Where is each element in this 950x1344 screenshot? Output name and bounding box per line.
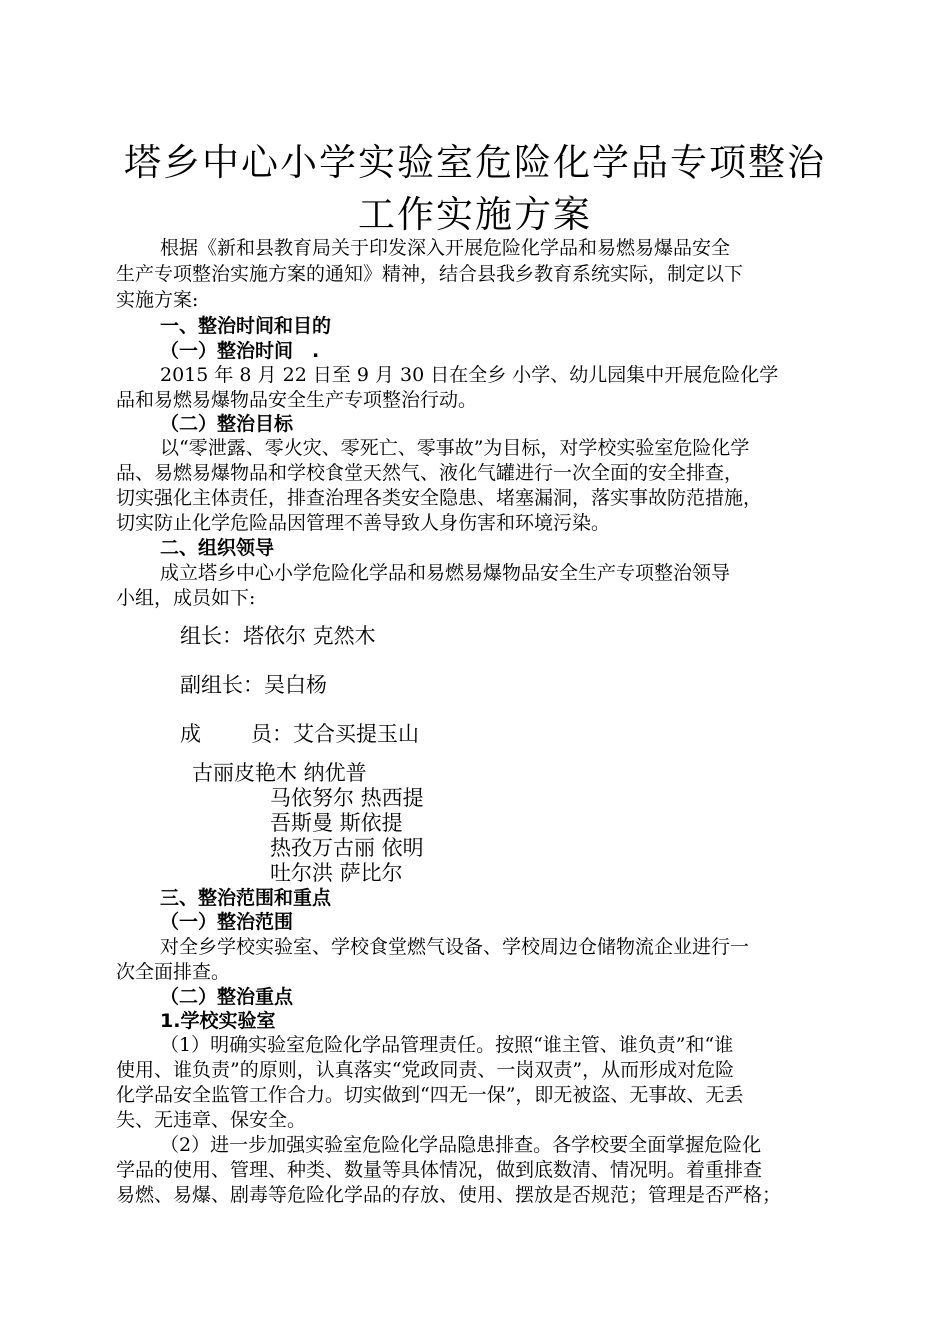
- section-1-sub-2-heading: （二）整治目标: [160, 413, 294, 435]
- item-1-p1-line-2: 使用、谁负责”的原则，认真落实“党政同责、一岗双责”，从而形成对危险: [116, 1059, 735, 1081]
- document-title-line-2: 工作实施方案: [358, 193, 592, 236]
- group-member-5: 吐尔洪 萨比尔: [270, 861, 403, 885]
- section-3-sub-1-line-2: 次全面排查。: [116, 961, 231, 983]
- item-1-p2-line-3: 易燃、易爆、剧毒等危险化学品的存放、使用、摆放是否规范；管理是否严格；: [116, 1184, 782, 1206]
- members-label-part-a: 成: [180, 722, 201, 746]
- item-1-p2-line-2: 学品的使用、管理、种类、数量等具体情况，做到底数清、情况明。着重排查: [116, 1159, 763, 1181]
- section-1-sub-1-line-2: 品和易燃易爆物品安全生产专项整治行动。: [116, 389, 478, 411]
- members-label-part-b: 员：艾合买提玉山: [251, 722, 419, 746]
- section-3-heading: 三、整治范围和重点: [160, 887, 332, 909]
- section-3-sub-2-heading: （二）整治重点: [160, 986, 294, 1008]
- item-1-heading: 1.学校实验室: [160, 1010, 276, 1032]
- section-1-sub-2-line-2: 品、易燃易爆物品和学校食堂天然气、液化气罐进行一次全面的安全排查，: [116, 462, 744, 484]
- intro-line-1: 根据《新和县教育局关于印发深入开展危险化学品和易燃易爆品安全: [160, 237, 731, 259]
- section-3-sub-1-line-1: 对全乡学校实验室、学校食堂燃气设备、学校周边仓储物流企业进行一: [160, 936, 750, 958]
- section-3-sub-1-heading: （一）整治范围: [160, 911, 294, 933]
- intro-line-3: 实施方案:: [116, 289, 199, 311]
- group-member-1: 古丽皮艳木 纳优普: [192, 761, 367, 785]
- group-member-3: 吾斯曼 斯依提: [270, 811, 403, 835]
- section-2-heading: 二、组织领导: [160, 537, 275, 559]
- group-deputy-leader: 副组长：吴白杨: [180, 673, 327, 697]
- item-1-p1-line-4: 失、无违章、保安全。: [116, 1109, 307, 1131]
- item-1-p2-line-1: （2）进一步加强实验室危险化学品隐患排查。各学校要全面掌握危险化: [160, 1134, 762, 1156]
- document-title-line-1: 塔乡中心小学实验室危险化学品专项整治: [124, 141, 826, 184]
- group-member-4: 热孜万古丽 依明: [270, 836, 424, 860]
- section-1-sub-2-line-1: 以“零泄露、零火灾、零死亡、零事故”为目标，对学校实验室危险化学: [160, 437, 750, 459]
- section-1-sub-2-line-3: 切实强化主体责任，排查治理各类安全隐患、堵塞漏洞，落实事故防范措施，: [116, 487, 763, 509]
- intro-line-2: 生产专项整治实施方案的通知》精神，结合县我乡教育系统实际，制定以下: [116, 263, 744, 285]
- section-2-line-2: 小组，成员如下:: [116, 587, 256, 609]
- section-1-sub-2-line-4: 切实防止化学危险品因管理不善导致人身伤害和环境污染。: [116, 512, 611, 534]
- section-1-sub-1-line-1: 2015 年 8 月 22 日至 9 月 30 日在全乡 小学、幼儿园集中开展危险化学: [160, 364, 779, 386]
- section-1-heading: 一、整治时间和目的: [160, 315, 332, 337]
- item-1-p1-line-3: 化学品安全监管工作合力。切实做到“四无一保”，即无被盗、无事故、无丢: [116, 1084, 744, 1106]
- section-2-line-1: 成立塔乡中心小学危险化学品和易燃易爆物品安全生产专项整治领导: [160, 562, 731, 584]
- item-1-p1-line-1: （1）明确实验室危险化学品管理责任。按照“谁主管、谁负责”和“谁: [160, 1034, 734, 1056]
- group-leader: 组长：塔依尔 克然木: [180, 624, 376, 648]
- group-members-label: [180, 720, 419, 748]
- group-member-2: 马依努尔 热西提: [270, 786, 424, 810]
- section-1-sub-1-heading: （一）整治时间 .: [160, 340, 320, 362]
